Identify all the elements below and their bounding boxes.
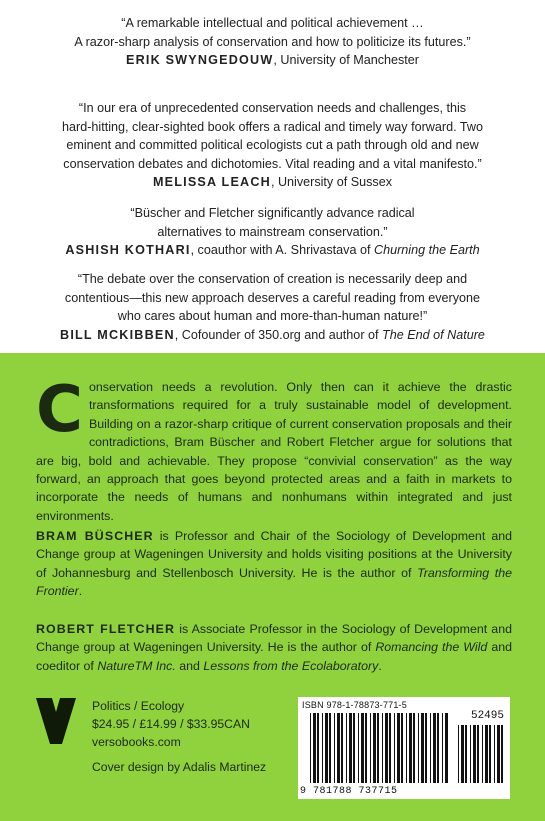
barcode-bar: [337, 713, 340, 783]
quote-attribution: [20, 241, 525, 260]
barcode-bar: [317, 713, 319, 783]
quote-affiliation-title: Churning the Earth: [373, 243, 480, 257]
quote-affiliation: , coauthor with A. Shrivastava of: [190, 243, 374, 257]
barcode-bar: [389, 713, 391, 783]
barcode-bar: [397, 713, 400, 783]
barcode-bar: [482, 725, 483, 783]
price-text: $24.95 / £14.99 / $33.95CAN: [92, 717, 250, 731]
barcode-bar: [425, 713, 427, 783]
endorsements-panel: [0, 0, 545, 353]
barcode-bar: [349, 713, 352, 783]
endorsement-quote-1: [20, 14, 525, 70]
barcode-bar: [394, 713, 395, 783]
barcode-bar: [370, 713, 371, 783]
blurb-text: onservation needs a revolution. Only then can it achieve the drastic transformations required for a truly sustainable model of development. Building on a razor-sharp critique of current conservation proposals and their contradictions, Bram Büscher and Robert Fletcher argue for solutions that are big, bold and achievable. They propose “convivial conservation” as the way forward, an approach that goes beyond protected areas and a faith in markets to incorporate the needs of humans and nonhumans within integrated and just environments.: [36, 380, 512, 523]
barcode-bar: [409, 713, 412, 783]
bio-text-mid-2: and: [175, 658, 204, 673]
bio-text: is Professor and Chair of the Sociology of Development and Change group at Wageningen University and holds visiting positions at the University of Johannesburg and Stellenbosch University. He is the author of: [36, 529, 513, 580]
quote-author: ASHISH KOTHARI: [65, 243, 191, 257]
website-text: versobooks.com: [92, 735, 181, 749]
barcode-bar: [465, 725, 467, 783]
barcode-bar: [382, 713, 383, 783]
barcode-bar: [353, 713, 355, 783]
barcode-bar: [430, 713, 431, 783]
bio-book-title: Romancing the Wild: [375, 640, 488, 655]
quote-author: BILL MCKIBBEN: [60, 327, 175, 342]
barcode-bar: [497, 725, 500, 783]
barcode-bar: [341, 713, 343, 783]
bio-bram-buscher: [36, 527, 512, 601]
blurb-dropcap: C: [36, 373, 83, 447]
barcode-bar: [313, 713, 316, 783]
barcode-bar: [406, 713, 407, 783]
barcode-bar: [421, 713, 424, 783]
barcode-bar: [418, 713, 419, 783]
isbn-label: ISBN 978-1-78873-771-5: [302, 700, 407, 710]
barcode-bar: [494, 725, 495, 783]
bio-text-mid: and coeditor of: [36, 640, 512, 673]
quote-affiliation: , University of Sussex: [270, 175, 393, 189]
barcode-bar: [437, 713, 439, 783]
price-barcode-icon: [458, 725, 504, 783]
ean-barcode-icon: [310, 713, 450, 783]
barcode-bar: [325, 713, 328, 783]
barcode-panel: [298, 697, 510, 799]
barcode-bar: [485, 725, 488, 783]
barcode-bar: [445, 713, 448, 783]
quote-line: conservation debates and dichotomies. Vital reading and a vital manifesto.”: [63, 156, 482, 171]
quote-line: “The debate over the conservation of creation is necessarily deep and: [77, 272, 468, 286]
quote-line: eminent and committed political ecologists cut a path through old and new: [66, 138, 479, 152]
bio-name: ROBERT FLETCHER: [36, 622, 176, 636]
barcode-bar: [433, 713, 436, 783]
barcode-bar: [413, 713, 415, 783]
quote-affiliation: , University of Manchester: [273, 53, 420, 67]
bio-end: .: [78, 584, 83, 599]
bio-book-title: Transforming the Frontier: [36, 565, 512, 599]
barcode-bar: [377, 713, 379, 783]
bio-robert-fletcher: [36, 620, 512, 675]
quote-attribution: [20, 326, 525, 345]
quote-line: who cares about human and more-than-human nature!”: [117, 309, 428, 323]
quote-line: “In our era of unprecedented conservation needs and challenges, this: [78, 101, 467, 115]
bio-end: .: [378, 658, 382, 673]
quote-attribution: [20, 51, 525, 70]
category-text: Politics / Ecology: [92, 699, 185, 713]
ean-digits: 9 781788 737715: [300, 786, 398, 797]
barcode-bar: [461, 725, 464, 783]
quote-line: contentious—this new approach deserves a careful reading from everyone: [64, 290, 481, 305]
blurb-paragraph: [36, 373, 512, 525]
quote-line: “A remarkable intellectual and political achievement …: [121, 16, 424, 30]
quote-author: ERIK SWYNGEDOUW: [125, 53, 274, 67]
barcode-bar: [401, 713, 403, 783]
barcode-bar: [310, 713, 311, 783]
quote-line: alternatives to mainstream conservation.”: [157, 224, 388, 239]
barcode-bar: [358, 713, 359, 783]
cover-credit: Cover design by Adalis Martinez: [92, 760, 267, 774]
barcode-bar: [322, 713, 323, 783]
barcode-bar: [458, 725, 459, 783]
bio-book-title-3: Lessons from the Ecolaboratory: [203, 658, 379, 673]
quote-line: hard-hitting, clear-sighted book offers a radical and timely way forward. Two: [62, 119, 483, 134]
endorsement-quote-3: [20, 204, 525, 260]
barcode-bar: [329, 713, 331, 783]
barcode-bar: [365, 713, 367, 783]
quote-line: A razor-sharp analysis of conservation and how to politicize its futures.”: [74, 34, 471, 49]
price-code: 52495: [470, 710, 504, 722]
verso-v-logo-icon: [36, 698, 76, 744]
barcode-bar: [373, 713, 376, 783]
endorsement-quote-2: [20, 99, 525, 192]
barcode-bar: [489, 725, 491, 783]
bio-book-title-2: NatureTM Inc.: [97, 658, 176, 673]
barcode-bar: [385, 713, 388, 783]
bio-name: BRAM BÜSCHER: [36, 529, 154, 543]
barcode-bar: [442, 713, 443, 783]
barcode-bar: [473, 725, 476, 783]
barcode-bar: [477, 725, 479, 783]
quote-author: MELISSA LEACH: [152, 175, 271, 189]
quote-line: “Büscher and Fletcher significantly advance radical: [130, 206, 415, 220]
barcode-bar: [334, 713, 335, 783]
barcode-bar: [501, 725, 503, 783]
barcode-bar: [346, 713, 347, 783]
bio-text: is Associate Professor in the Sociology of Development and Change group at Wageningen University. He is the author of: [36, 622, 512, 655]
quote-attribution: [20, 173, 525, 192]
quote-affiliation-title: The End of Nature: [382, 327, 485, 342]
barcode-bar: [361, 713, 364, 783]
quote-affiliation: , Cofounder of 350.org and author of: [174, 327, 383, 342]
barcode-bar: [470, 725, 471, 783]
endorsement-quote-4: [20, 270, 525, 344]
